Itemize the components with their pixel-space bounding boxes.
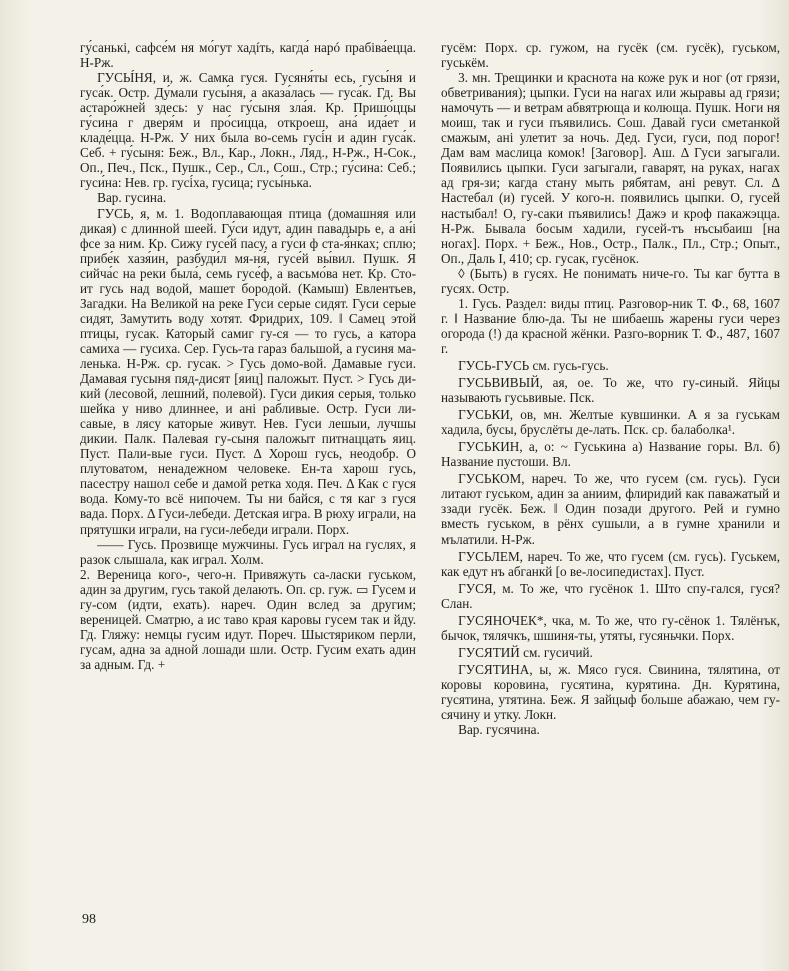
entry-gus-gus: ГУСЬ-ГУСЬ см. гусь-гусь. — [458, 357, 609, 373]
entry-gus: ГУСЬ, я, м. 1. Водоплавающая птица (домашняя или дикая) с длинной шеей. Гу́си идут, адин павадырь е, а ан́і фсе за ним. Кр. Сижу гусе́й пасу, а гу́си ф ста-я́нках; сплю; прибе́к хазя́ин, разбуди́л мя-ня́, гусе́й вы́вил. Пушк. Я сийча́с на реки была́, семь гусе́ф, а васьмо́ва нет. Кр. Сто-ит гусь над водой, машет бородой. (Камыш) Евлентьев, Загадки. На Великой на реке Гуси серые сидят. Гуси серые сидят, Замутить воду хотят. Фридрих, 109. ‖ Самец этой птицы, гусак. Каторый самиг гу-ся — то гусь, а катора самиха — гусиха. Сер. Гусь-та гараз бальшой, а гусиня ма-ленька. Н-Рж. ср. гусак. > Гусь домо-вой. Дамавые гуси. Дамавая гусыня пяд-дисят [яиц] паложыт. Пуст. > Гусь ди-кий (лесовой, лешний, полевой). Гуси дикия серыя, только шейка у ниво длиннее, и ані рабливые. Остр. Гуси ли-савые, в лясу каторые живут. Нев. Гуси лешыи, лучшы дикии. Палк. Палевая гу-сыня паложыт питнаццать яиц. Пуст. Пали-вые гуси. Пуст. Δ Хорош гусь, неодобр. О плутоватом, ненадежном человеке. Ен-та харош гусь, пасестру нашол себе и дамой ретка ходя. Печ. Δ Как с гуся вода. Кому-то всё нипочем. Ты ни байся, с тя каг з гуся вада. Порх. Δ Гуси-лебеди. Детская игра. В рюху играли, на прятушки играли, на гуси-лебеди играли. Порх. — [80, 205, 416, 537]
entry-gusyatina: ГУСЯТИНА, ы, ж. Мясо гуся. Свинина, тялятина, от коровы коровина, гусятина, курятина. Дн. Курятина, гусятина, утятина. Беж. Я зайцыф больше абажаю, чем гу-сячину и утку. Локн. — [441, 661, 780, 723]
idiom-v-gusyakh: ◊ (Быть) в гусях. Не понимать ниче-го. Ты каг бутта в гусях. Остр. — [441, 265, 780, 296]
entry-gusynya: ГУСЫ́НЯ, и, ж. Самка гуся. Гусяня́ты есь, гусы́ня и гуса́к. Остр. Ду́мали гусы́ня, а аказа́лась — гуса́к. Гд. Вы астаро́жней здесь: у нас гу́сыня зла́я. Кр. Пришо́ццы гу́сина г дверя́м и про́сицца, откроеш, ана́ ида́ет и кладе́цца. Н-Рж. У них была во-семь гусі́н и адин гуса́к. Себ. + гу́сыня: Беж., Вл., Кар., Локн., Ляд., Н-Рж., Н-Сок., Оп., Печ., Пск., Пушк., Сер., Сл., Сош., Стр.; гу́сина: Себ.; гуси́на: Нев. гр. гусі́ха, гусица; гусы́нька. — [80, 70, 416, 191]
entry-guskom: ГУСЬКОМ, нареч. То же, что гусем (см. гусь). Гуси литают гуськом, адин за аниим, флиридий как паважатый и ззади гусёк. Беж. ‖ Один позади другого. Рей и гумно вместь гуськом, в рёнх сушыли, а в гумне хранили и мълатили. Н-Рж. — [441, 471, 780, 547]
entry-gus-sense-3: 3. мн. Трещинки и краснота на коже рук и ног (от грязи, обветривания); цыпки. Гуси на нагах или жыравы ад грязи; намочуть — и ветрам абвятрюща и колюща. Пушк. Ноги ня моиш, так и гуси пъявились. Сош. Давай гуси сметанкой смажым, ані улетит за ночь. Дед. Гуси, гуси, под порог! Дам вам маслица комок! [Заговор]. Аш. Δ Гуси загыгали. Появились цыпки. Гуси загыгали, гаварят, на руках, нагах ад гря-зи; кагда стану мыть рябятам, ані ревут. Сл. Δ Настебал (и) гусей. У кого-н. появились цыпки. О, гусей настыбал! О, гу-саки пъявились! Дажэ и кроф пакажэцца. Н-Рж. Бывала босым хадили, гусей-тъ нъсыбаиш [на ногах]. Порх. + Беж., Нов., Остр., Палк., Пл., Стр.; Опыт., Оп., Даль I, 410; ср. гусак, гусёнок. — [441, 70, 780, 266]
entry-gusyatii: ГУСЯТИЙ см. гусичий. — [458, 644, 593, 660]
variant-line: Вар. гусина. — [97, 190, 167, 206]
right-column — [441, 40, 780, 737]
entry-guslem: ГУСЬЛЕМ, нареч. То же, что гусем (см. гусь). Гуськем, как едут нъ абганкй [о ве-лосипедистах]. Пуст. — [441, 548, 780, 579]
entry-gus-sense-2: 2. Вереница кого-, чего-н. Привяжуть са-ласки гуськом, адин за другим, гусь такой делають. Оп. ср. гуж. ▭ Гусем и гу-сом (идти, ехать). нареч. Один вслед за другим; вереницей. Сматрю, а ис таво края каровы гусем так и йду. Гд. Гляжу: немцы гусим идут. Пореч. Шыстяриком перли, гусам, адна за адной лошади шли. Остр. Гусим ехать адин за адным. Гд. + — [80, 566, 416, 672]
entry-gusyanochek: ГУСЯНОЧЕК*, чка, м. То же, что гу-сёнок 1. Тялёнък, бычок, тялячкъ, шшиня-ты, утяты, гусяньчки. Порх. — [441, 612, 780, 643]
entry-gusvivyi: ГУСЬВИВЫЙ, ая, ое. То же, что гу-синый. Яйцы называють гусьвивые. Пск. — [441, 375, 780, 406]
entry-paragraph: гу́санькі, сафсе́м ня мо́гут хадíть, кагда́ нарó прабіва́ецца. Н-Рж. — [80, 40, 416, 71]
variant-line: Вар. гусячина. — [458, 722, 540, 738]
page-number: 98 — [82, 912, 96, 927]
entry-guskin: ГУСЬКИН, а, о: ~ Гуськина а) Название горы. Вл. б) Название пустоши. Вл. — [441, 439, 780, 470]
entry-gus-historical: 1. Гусь. Раздел: виды птиц. Разговор-ник Т. Ф., 68, 1607 г. ‖ Название блю-да. Ты не шибаешь жарены гуси через огорода (!) да красной жёнки. Разго-ворник Т. Ф., 487, 1607 г. — [441, 295, 780, 356]
left-column — [80, 40, 416, 672]
entry-guski: ГУСЬКИ, ов, мн. Желтые кувшинки. А я за гуськам хадила, бусы, бруслёты де-лать. Пск. ср. балаболка¹. — [441, 407, 780, 438]
entry-gusya: ГУСЯ, м. То же, что гусёнок 1. Што спу-гался, гуся? Слан. — [441, 580, 780, 611]
entry-gus-nickname: —— Гусь. Прозвище мужчины. Гусь играл на гуслях, я разок слышала, как играл. Холм. — [80, 536, 416, 567]
entry-continuation: гусём: Порх. ср. гужом, на гусёк (см. гусёк), гуськом, гуськём. — [441, 40, 780, 71]
